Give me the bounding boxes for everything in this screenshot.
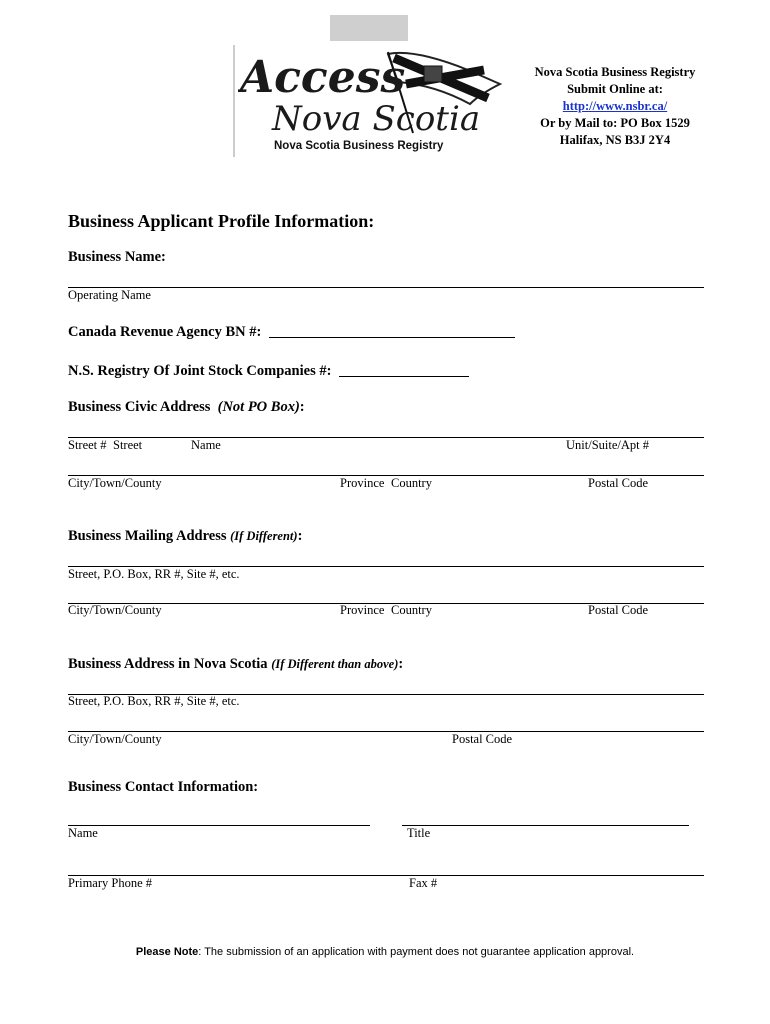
contact-heading: Business Contact Information: — [68, 779, 259, 795]
civic-country-caption: Country — [391, 476, 432, 490]
contact-title-field[interactable] — [402, 825, 689, 826]
note-label: Please Note — [135, 946, 199, 958]
ns-registry-field[interactable] — [339, 376, 469, 377]
ns-city-caption: City/Town/County — [68, 732, 162, 746]
mail-address: Or by Mail to: PO Box 1529 — [540, 116, 690, 130]
mailing-address-qualifier: (If Different) — [230, 529, 298, 543]
civic-city-caption: City/Town/County — [68, 476, 162, 490]
approval-note — [0, 946, 770, 958]
contact-name-caption: Name — [68, 826, 98, 840]
mailing-address-heading — [68, 528, 302, 545]
access-nova-scotia-logo — [238, 48, 508, 158]
mailing-city-caption: City/Town/County — [68, 603, 162, 617]
contact-phone-caption: Primary Phone # — [68, 876, 153, 890]
mailing-street-caption: Street, P.O. Box, RR #, Site #, etc. — [68, 567, 240, 581]
ns-registry-label: N.S. Registry Of Joint Stock Companies #: — [68, 363, 332, 379]
cra-bn-field[interactable] — [269, 337, 515, 338]
note-text: : The submission of an application with payment does not guarantee application approval. — [198, 946, 635, 958]
civic-postal-caption: Postal Code — [588, 476, 649, 490]
ns-address-label: Business Address in Nova Scotia — [68, 656, 268, 672]
logo-divider — [233, 45, 235, 157]
registry-url-link[interactable]: http://www.nsbr.ca/ — [562, 99, 668, 113]
submit-online-label: Submit Online at: — [567, 82, 663, 96]
contact-phone-fax-field[interactable] — [68, 875, 704, 876]
registry-contact-block — [520, 64, 710, 149]
operating-name-caption: Operating Name — [68, 288, 151, 302]
contact-name-field[interactable] — [68, 825, 370, 826]
ns-city-field[interactable] — [68, 731, 704, 732]
ns-street-caption: Street, P.O. Box, RR #, Site #, etc. — [68, 694, 240, 708]
mail-city: Halifax, NS B3J 2Y4 — [559, 133, 671, 147]
form-title: Business Applicant Profile Information: — [68, 211, 375, 231]
mailing-postal-caption: Postal Code — [588, 603, 649, 617]
logo-word-nova-scotia: Nova Scotia — [272, 99, 481, 139]
cra-bn-label: Canada Revenue Agency BN #: — [68, 324, 262, 340]
ns-address-colon: : — [398, 656, 404, 672]
ns-address-heading — [68, 656, 403, 673]
contact-fax-caption: Fax # — [409, 876, 438, 890]
civic-address-label: Business Civic Address — [68, 399, 211, 415]
civic-address-heading — [68, 399, 305, 416]
civic-unit-caption: Unit/Suite/Apt # — [566, 438, 649, 452]
mailing-country-caption: Country — [391, 603, 432, 617]
top-gray-box — [330, 15, 408, 41]
logo-tagline: Nova Scotia Business Registry — [274, 140, 444, 152]
registry-org: Nova Scotia Business Registry — [534, 65, 696, 79]
contact-title-caption: Title — [407, 826, 431, 840]
ns-registry-row — [68, 363, 469, 380]
civic-province-caption: Province — [340, 476, 385, 490]
civic-address-colon: : — [299, 399, 305, 415]
business-name-field[interactable] — [68, 287, 704, 288]
ns-address-qualifier: (If Different than above) — [271, 657, 399, 671]
logo-word-access: Access — [240, 52, 406, 103]
civic-name-caption: Name — [191, 438, 221, 452]
mailing-province-caption: Province — [340, 603, 385, 617]
civic-address-qualifier: (Not PO Box) — [217, 399, 300, 415]
ns-postal-caption: Postal Code — [452, 732, 513, 746]
business-name-label: Business Name: — [68, 249, 166, 265]
civic-street-caption: Street — [113, 438, 143, 452]
mailing-address-label: Business Mailing Address — [68, 528, 227, 544]
civic-street-no-caption: Street # — [68, 438, 107, 452]
cra-bn-row — [68, 324, 515, 341]
mailing-address-colon: : — [297, 528, 303, 544]
